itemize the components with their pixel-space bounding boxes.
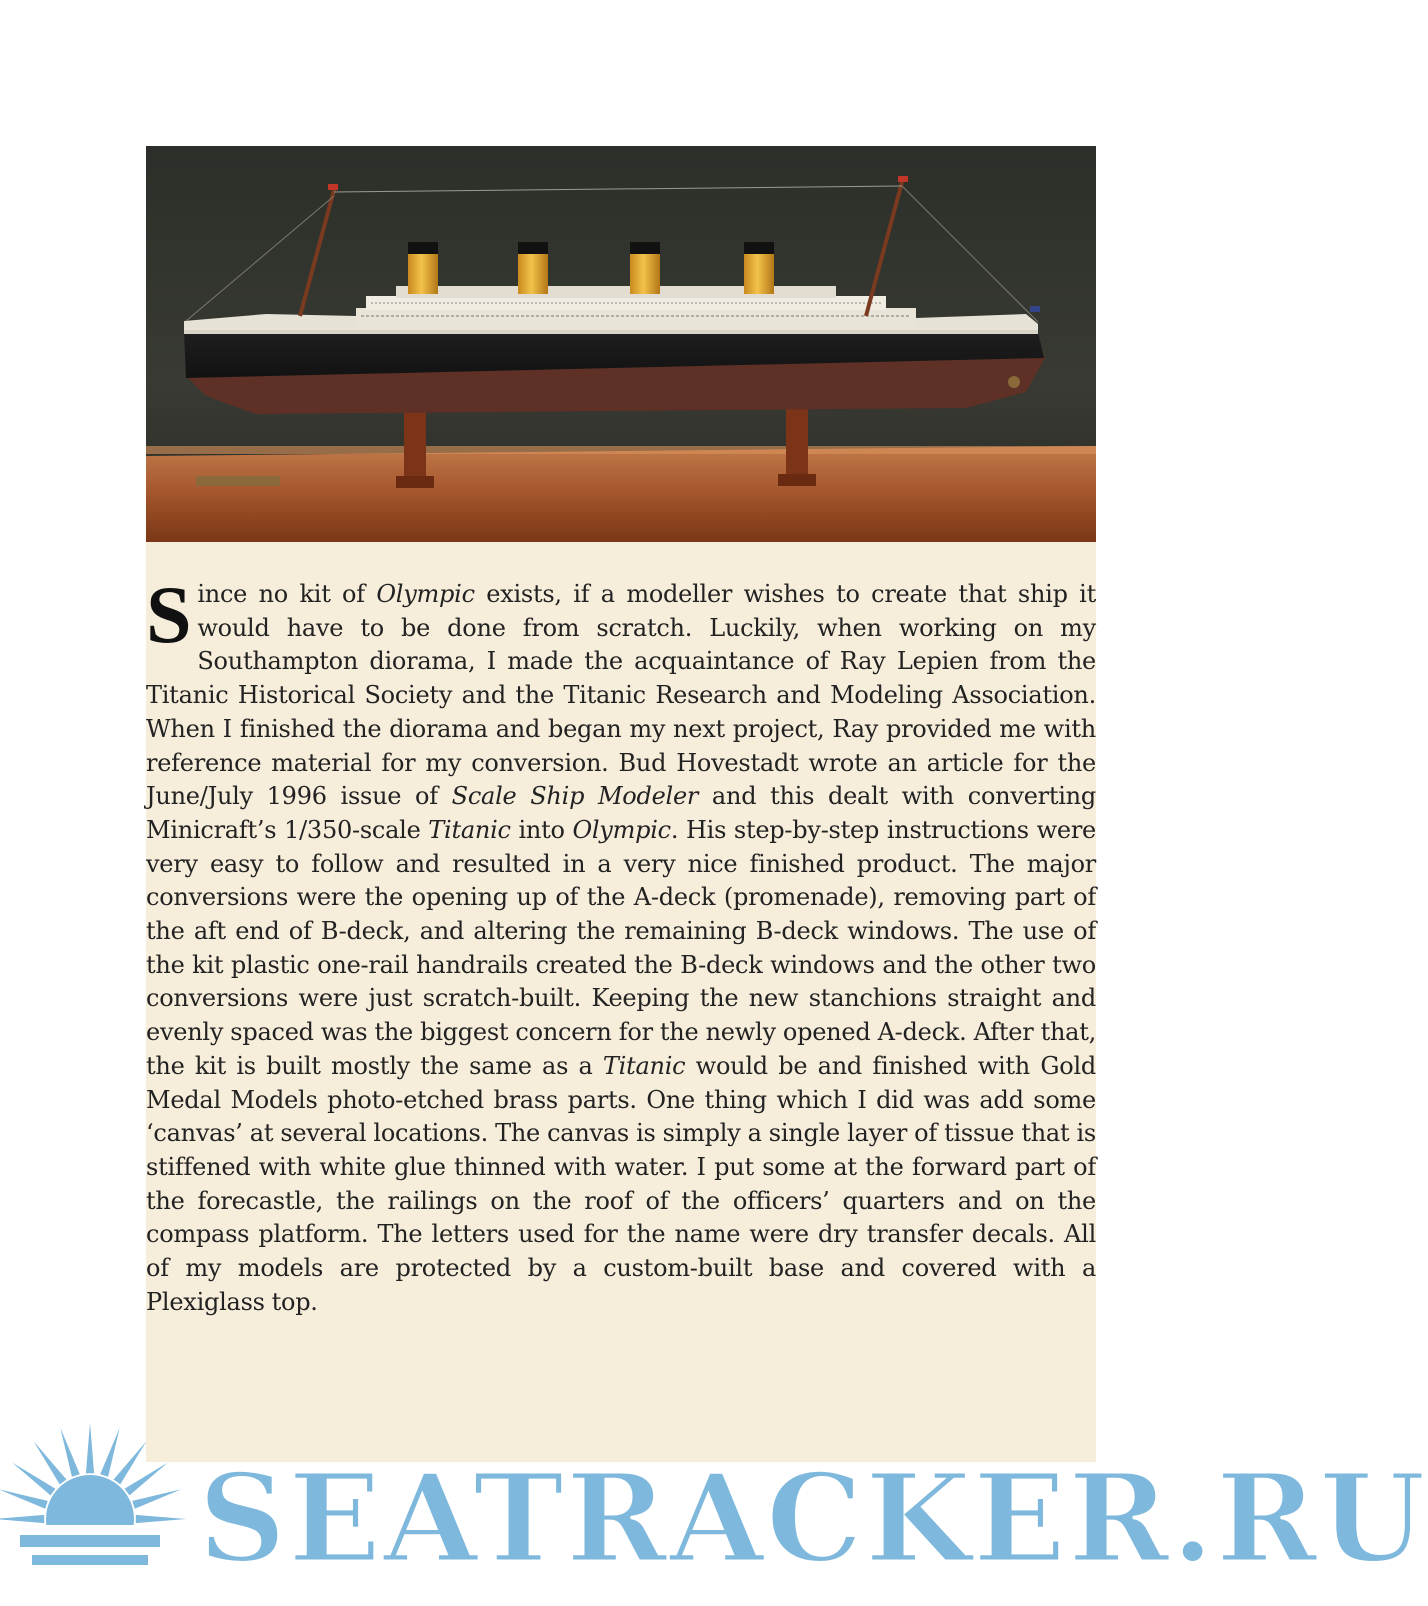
sun-ray: [114, 1441, 147, 1484]
article-panel: [146, 542, 1096, 1462]
sun-ray: [125, 1463, 168, 1496]
sun-ray: [60, 1428, 80, 1477]
article-text: and this dealt with converting Minicraft’s 1/350-scale: [146, 782, 1097, 844]
ship-model-photo: [146, 146, 1096, 542]
sun-ray: [136, 1515, 186, 1523]
watermark-text: SEATRACKER.RU: [198, 1446, 1428, 1590]
article-body: [146, 569, 1097, 1319]
sun-ray: [86, 1423, 94, 1473]
article-title-italic: Olympic: [572, 815, 671, 844]
article-text: ince no kit of: [197, 580, 377, 608]
article-text: would be and finished with Gold Medal Models photo-etched brass parts. One thing which I did was add some ‘canvas’ at several locations. The canvas is simply a single layer of tissue that is stiffened with white glue thinned with water. I put some at the forward part of the forecastle, the railings on the roof of the officers’ quarters and on the compass platform. The letters used for the name were dry transfer decals. All of my models are protected by a custom-built base and covered with a Plexiglass top.: [146, 1051, 1097, 1316]
drop-cap: S: [146, 569, 192, 660]
sun-icon: [0, 1423, 186, 1606]
sun-ray: [100, 1428, 120, 1477]
sun-ray: [12, 1463, 55, 1496]
article-text: into: [510, 815, 573, 844]
sun-ray: [0, 1515, 44, 1523]
sun-ray: [0, 1489, 48, 1509]
article-text: exists, if a modeller wishes to create that ship it would have to be done from scratch. Luckily, when working on my Southampton diorama, I made the acquaintance of Ray Lepien from the Titanic Historical Society and the Titanic Research and Modeling Association. When I finished the diorama and began my next project, Ray provided me with reference material for my conversion. Bud Hovestadt wrote an article for the June/July 1996 issue of: [146, 580, 1096, 811]
article-text: . His step-by-step instructions were very easy to follow and resulted in a very nice finished product. The major conversions were the opening up of the A-deck (promenade), removing part of the aft end of B-deck, and altering the remaining B-deck windows. The use of the kit plastic one-rail handrails created the B-deck windows and the other two conversions were just scratch-built. Keeping the new stanchions straight and evenly spaced was the biggest concern for the newly opened A-deck. After that, the kit is built mostly the same as a: [146, 815, 1096, 1080]
article-title-italic: Titanic: [602, 1051, 686, 1080]
sun-ray: [34, 1441, 67, 1484]
article-title-italic: Olympic: [376, 580, 475, 608]
article-title-italic: Scale Ship Modeler: [451, 782, 699, 811]
sun-ray: [132, 1489, 181, 1509]
article-title-italic: Titanic: [428, 815, 511, 844]
